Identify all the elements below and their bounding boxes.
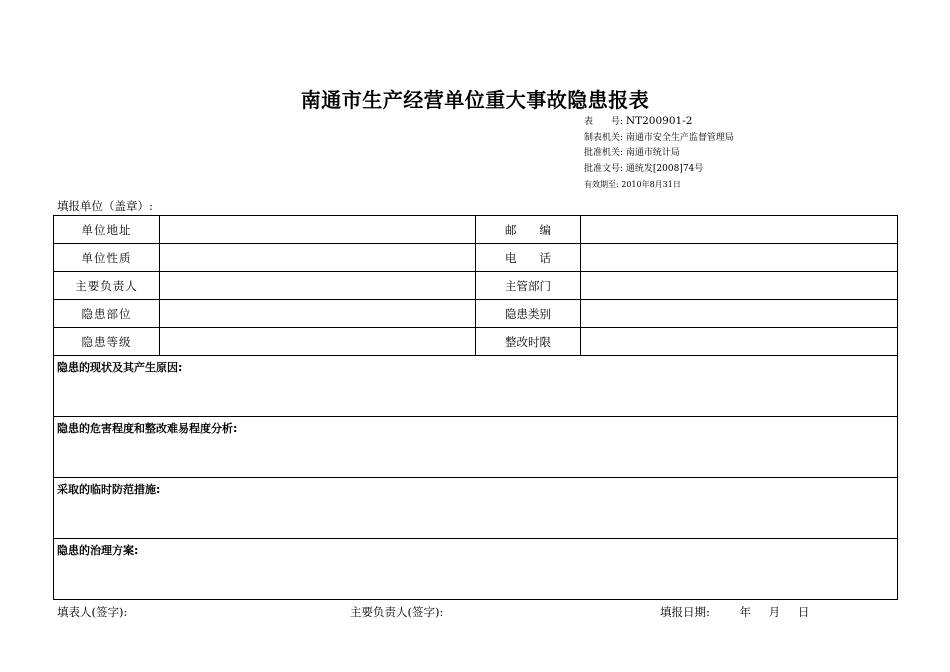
form-number-value: NT200901-2 [625, 115, 693, 127]
approver: 批准机关: 南通市统计局 [584, 148, 680, 158]
table-row [54, 417, 898, 478]
supervising-dept-field[interactable] [581, 272, 898, 300]
form-number-row [584, 114, 734, 131]
address-label: 单位地址 [54, 216, 160, 244]
postcode-label: 邮 编 [476, 216, 581, 244]
unit-nature-field[interactable] [160, 244, 476, 272]
table-row [54, 539, 898, 600]
hazard-level-label: 隐患等级 [54, 328, 160, 356]
principal-signature-label: 主要负责人(签字): [350, 605, 444, 619]
table-row [54, 244, 898, 272]
table-row [54, 300, 898, 328]
approval-doc-number: 批准文号: 通统发[2008]74号 [584, 163, 704, 174]
section-title: 隐患的现状及其产生原因: [57, 361, 183, 374]
unit-nature-label: 单位性质 [54, 244, 160, 272]
table-row [54, 216, 898, 244]
report-form-table [53, 215, 898, 600]
report-date-parts: 年 月 日 [739, 605, 810, 619]
section-title: 隐患的治理方案: [57, 544, 139, 557]
principal-field[interactable] [160, 272, 476, 300]
address-field[interactable] [160, 216, 476, 244]
table-row [54, 328, 898, 356]
phone-field[interactable] [581, 244, 898, 272]
issuer: 制表机关: 南通市安全生产监督管理局 [584, 132, 734, 143]
table-row [54, 272, 898, 300]
form-meta [584, 114, 734, 193]
filler-signature-label: 填表人(签字): [57, 605, 128, 619]
hazard-location-label: 隐患部位 [54, 300, 160, 328]
table-row [54, 356, 898, 417]
form-title: 南通市生产经营单位重大事故隐患报表 [300, 88, 650, 112]
reporting-unit-label: 填报单位（盖章）: [57, 199, 153, 213]
rectify-deadline-label: 整改时限 [476, 328, 581, 356]
phone-label: 电 话 [476, 244, 581, 272]
hazard-category-field[interactable] [581, 300, 898, 328]
form-number-label: 表 号: [584, 117, 624, 127]
temporary-measures-section[interactable] [54, 478, 898, 539]
supervising-dept-label: 主管部门 [476, 272, 581, 300]
postcode-field[interactable] [581, 216, 898, 244]
rectify-deadline-field[interactable] [581, 328, 898, 356]
hazard-location-field[interactable] [160, 300, 476, 328]
report-date [660, 604, 809, 620]
valid-until: 有效期至: 2010年8月31日 [584, 180, 681, 189]
hazard-analysis-section[interactable] [54, 417, 898, 478]
report-date-label: 填报日期: [660, 605, 710, 619]
principal-label: 主要负责人 [54, 272, 160, 300]
section-title: 隐患的危害程度和整改难易程度分析: [57, 422, 238, 435]
section-title: 采取的临时防范措施: [57, 483, 161, 496]
hazard-status-section[interactable] [54, 356, 898, 417]
hazard-level-field[interactable] [160, 328, 476, 356]
table-row [54, 478, 898, 539]
remediation-plan-section[interactable] [54, 539, 898, 600]
hazard-category-label: 隐患类别 [476, 300, 581, 328]
